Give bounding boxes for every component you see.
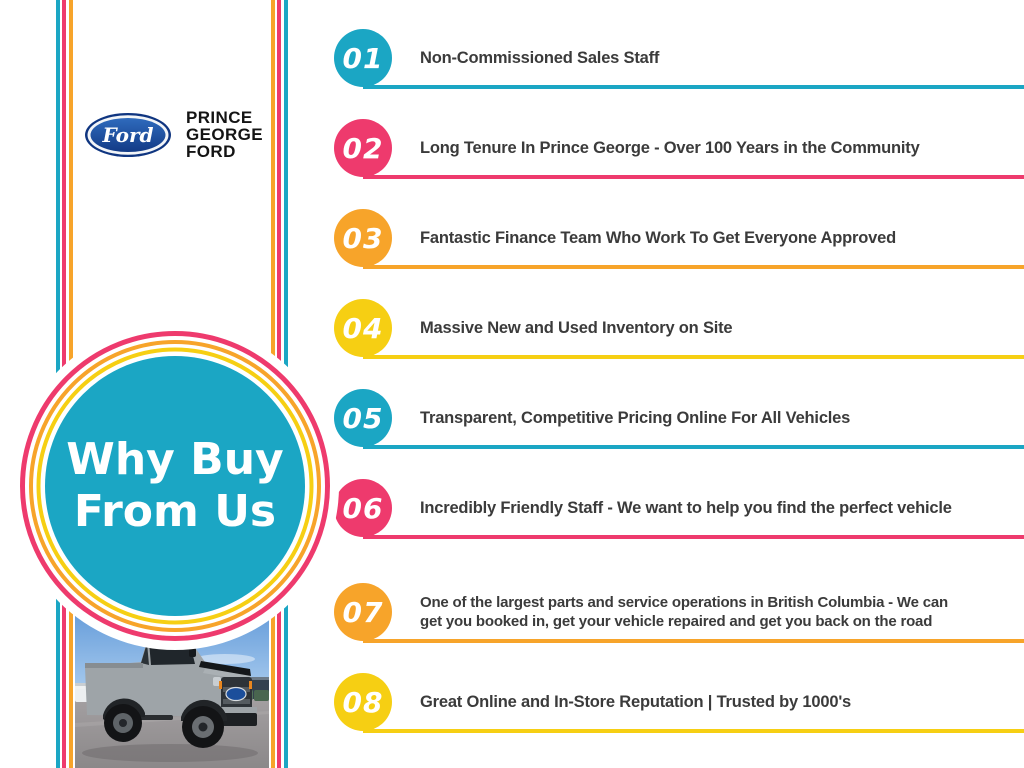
benefit-label: [420, 389, 850, 447]
benefit-underline: [363, 175, 1024, 179]
benefit-label: [420, 479, 952, 537]
benefit-item: [334, 389, 1024, 447]
dealer-name-line2: GEORGE: [186, 125, 264, 144]
benefit-underline: [363, 265, 1024, 269]
dealer-logo-block: [84, 109, 263, 160]
benefit-underline: [363, 355, 1024, 359]
benefit-label: [420, 119, 920, 177]
benefit-number: 08: [342, 685, 384, 719]
benefit-label: [420, 299, 732, 357]
dealer-name-line1: PRINCE: [186, 108, 253, 127]
dealer-name-line3: FORD: [186, 142, 236, 161]
benefit-number-badge: [334, 209, 392, 267]
benefit-number: 05: [342, 401, 384, 435]
benefit-underline: [363, 85, 1024, 89]
ford-script-text: Ford: [102, 122, 154, 147]
benefit-number-badge: [334, 299, 392, 357]
why-buy-line1: Why Buy: [66, 434, 284, 485]
benefit-item: [334, 479, 1024, 537]
benefit-label: [420, 583, 948, 641]
benefit-number-badge: [334, 479, 392, 537]
benefit-label-line: Massive New and Used Inventory on Site: [420, 319, 733, 337]
benefit-label-line: Non-Commissioned Sales Staff: [420, 49, 660, 67]
benefit-number-badge: [334, 119, 392, 177]
benefit-label-line: One of the largest parts and service operations in British Columbia - We can: [420, 594, 948, 611]
benefit-underline: [363, 729, 1024, 733]
benefit-item: [334, 673, 1024, 731]
benefit-label: [420, 209, 896, 267]
benefit-label-line: Transparent, Competitive Pricing Online For All Vehicles: [420, 409, 851, 427]
benefit-label-line: Fantastic Finance Team Who Work To Get Everyone Approved: [420, 229, 896, 247]
benefit-item: [334, 299, 1024, 357]
benefit-number-badge: [334, 673, 392, 731]
benefit-number-badge: [334, 389, 392, 447]
benefit-number: 04: [342, 311, 384, 345]
benefit-number: 06: [342, 491, 384, 525]
benefit-label-line: Long Tenure In Prince George - Over 100 Years in the Community: [420, 139, 920, 157]
benefit-number: 02: [342, 131, 384, 165]
benefit-number: 01: [342, 41, 384, 75]
benefit-number: 07: [342, 595, 384, 629]
benefit-item: [334, 119, 1024, 177]
benefit-item: [334, 583, 1024, 641]
benefit-number-badge: [334, 29, 392, 87]
benefit-underline: [363, 445, 1024, 449]
benefit-label-line: Great Online and In-Store Reputation | Trusted by 1000's: [420, 693, 852, 711]
why-buy-badge: [11, 322, 339, 650]
ford-oval-logo-icon: [84, 112, 172, 158]
benefit-number: 03: [342, 221, 384, 255]
benefit-label: [420, 29, 659, 87]
benefit-underline: [363, 639, 1024, 643]
benefit-label: [420, 673, 851, 731]
why-buy-badge-text: [11, 322, 339, 650]
why-buy-line2: From Us: [73, 486, 277, 537]
benefit-label-line: get you booked in, get your vehicle repaired and get you back on the road: [420, 613, 933, 630]
benefit-number-badge: [334, 583, 392, 641]
dealer-name: [186, 109, 263, 160]
benefit-item: [334, 29, 1024, 87]
benefit-label-line: Incredibly Friendly Staff - We want to help you find the perfect vehicle: [420, 499, 952, 517]
benefit-item: [334, 209, 1024, 267]
benefit-underline: [363, 535, 1024, 539]
